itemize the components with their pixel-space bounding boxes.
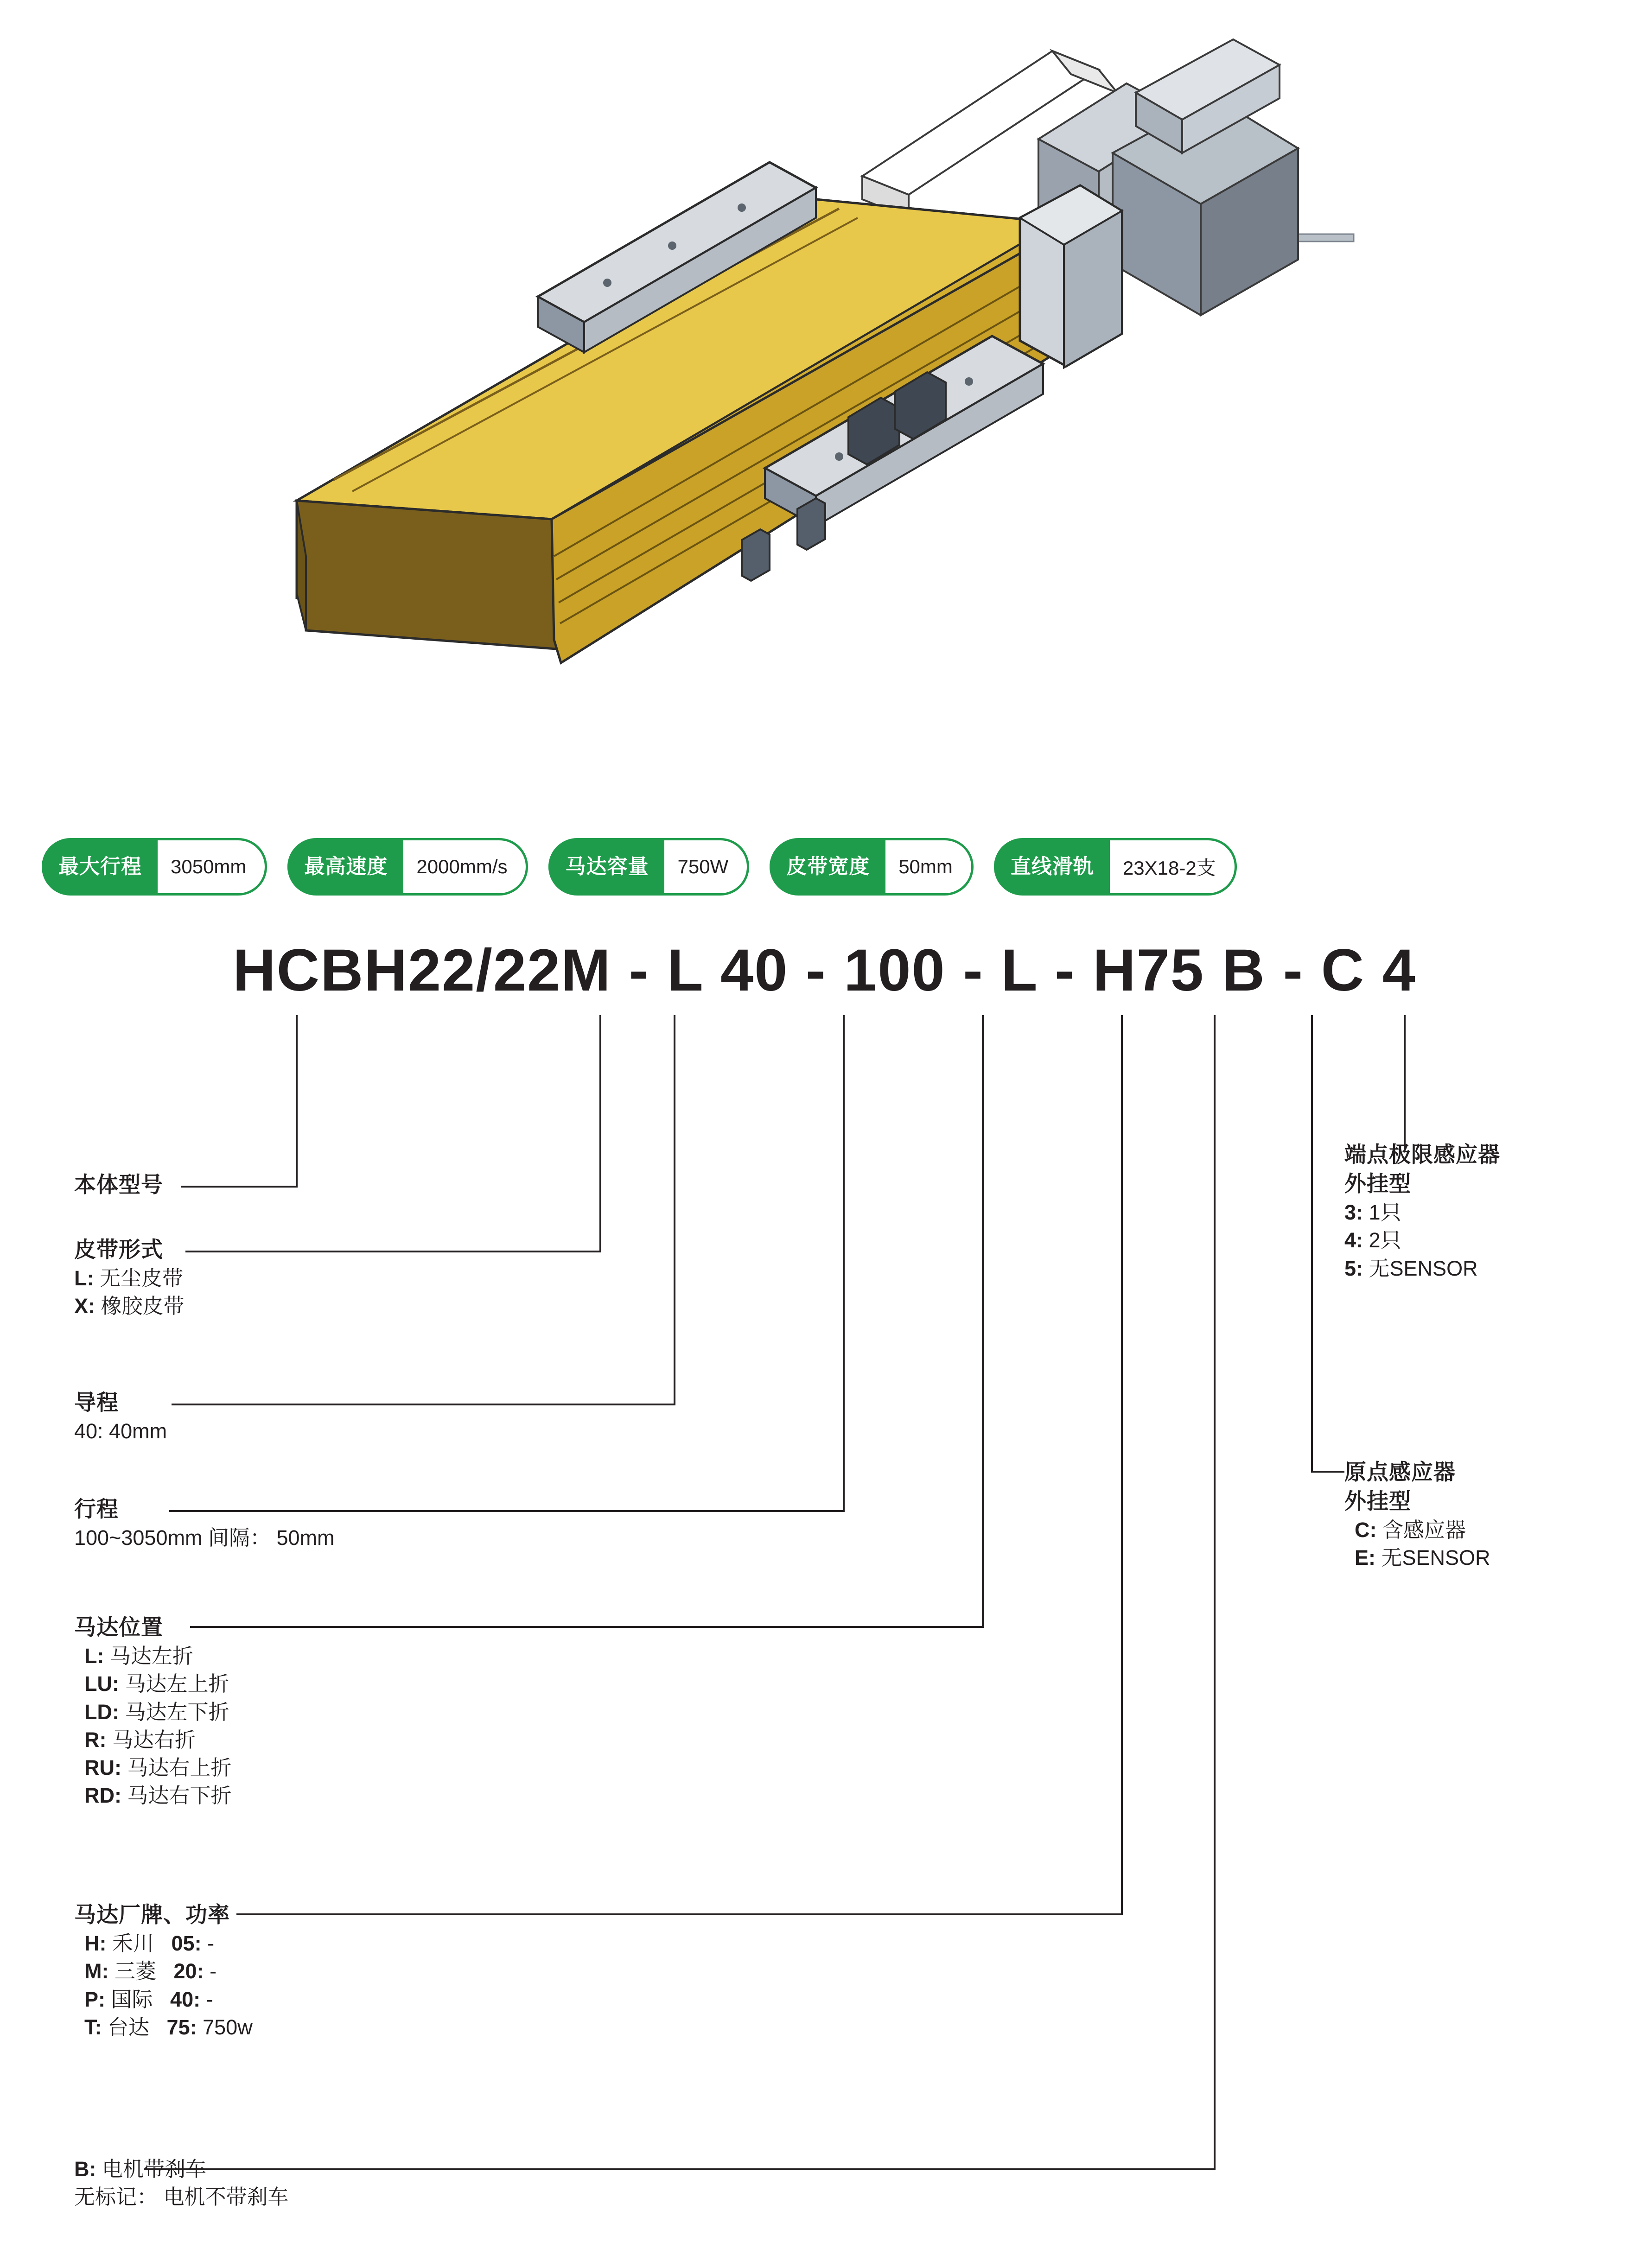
desc-line <box>74 1264 185 1292</box>
right-end-block <box>1020 185 1122 368</box>
desc-line <box>74 1292 185 1320</box>
desc-text: 橡胶皮带 <box>101 1294 185 1318</box>
desc-code: P: <box>84 1987 105 2011</box>
desc-title: 原点感应器 <box>1344 1460 1456 1484</box>
spec-pill-belt-width <box>770 838 974 896</box>
model-code <box>0 936 1649 1004</box>
desc-title: 端点极限感应器 <box>1344 1142 1500 1167</box>
spec-label: 马达容量 <box>548 840 664 893</box>
desc-code: RD: <box>84 1784 121 1808</box>
product-illustration <box>0 0 1649 788</box>
servo-motor <box>1113 39 1298 315</box>
desc-text: 100~3050mm 间隔： 50mm <box>74 1525 335 1550</box>
desc-text: 台达 <box>108 2015 150 2039</box>
desc-text: 马达右上折 <box>127 1756 232 1780</box>
desc-line <box>74 2183 289 2211</box>
desc-code: C: <box>1355 1518 1377 1542</box>
desc-line <box>74 1524 334 1552</box>
desc-line <box>1344 1226 1500 1254</box>
desc-code: E: <box>1355 1546 1375 1570</box>
desc-code: 3: <box>1344 1200 1363 1224</box>
desc-text: 禾川 <box>112 1931 154 1955</box>
desc-line <box>74 1957 253 1985</box>
desc-text2: 750w <box>203 2015 253 2039</box>
spec-row <box>42 832 1618 902</box>
desc-code2: 20: <box>173 1959 204 1983</box>
desc-motor-position <box>74 1613 232 1810</box>
desc-code2: 75: <box>166 2015 197 2039</box>
desc-line <box>74 1670 232 1698</box>
desc-code: B: <box>74 2157 96 2181</box>
desc-subtitle: 外挂型 <box>1344 1488 1411 1513</box>
desc-code: 5: <box>1344 1256 1363 1280</box>
desc-line <box>74 1642 232 1670</box>
desc-title: 马达厂牌、功率 <box>74 1902 230 1927</box>
desc-code: X: <box>74 1294 95 1318</box>
desc-line <box>74 1986 253 2014</box>
spec-value: 3050mm <box>171 856 247 877</box>
sensor-dog-1 <box>742 529 770 581</box>
desc-code: LU: <box>84 1672 119 1696</box>
spec-label: 皮带宽度 <box>770 840 885 893</box>
spec-value: 750W <box>677 856 729 877</box>
desc-line <box>1344 1544 1490 1572</box>
spec-value: 50mm <box>898 856 953 877</box>
sensor-dog-2 <box>797 498 825 550</box>
desc-code: LD: <box>84 1700 119 1724</box>
desc-belt-type <box>74 1235 185 1321</box>
desc-title: 行程 <box>74 1497 119 1521</box>
desc-text: 1只 <box>1369 1200 1401 1224</box>
desc-lead <box>74 1388 167 1445</box>
desc-code2: 40: <box>170 1987 201 2011</box>
desc-text: 无标记： 电机不带刹车 <box>74 2185 289 2209</box>
spec-pill-motor-capacity <box>548 838 749 896</box>
desc-line <box>74 1698 232 1726</box>
desc-text: 无SENSOR <box>1381 1546 1490 1570</box>
spec-pill-linear-guide <box>994 838 1237 896</box>
spec-value: 2000mm/s <box>416 856 508 877</box>
desc-code: R: <box>84 1728 107 1752</box>
desc-line <box>74 2014 253 2041</box>
desc-text: 三菱 <box>115 1959 157 1983</box>
desc-code: 40: <box>74 1419 103 1443</box>
desc-text: 无尘皮带 <box>100 1266 184 1290</box>
desc-body-model <box>74 1170 163 1200</box>
desc-text: 马达左折 <box>110 1644 194 1668</box>
desc-title: 皮带形式 <box>74 1237 163 1262</box>
desc-text: 马达左上折 <box>125 1672 229 1696</box>
desc-line <box>1344 1199 1500 1226</box>
spec-label: 最大行程 <box>42 840 158 893</box>
desc-end-limit-sensor <box>1344 1140 1500 1283</box>
desc-motor-brand-power <box>74 1900 253 2041</box>
desc-text: 含感应器 <box>1382 1518 1466 1542</box>
desc-code: M: <box>84 1959 109 1983</box>
desc-code: H: <box>84 1931 107 1955</box>
desc-brake <box>74 2155 289 2211</box>
model-code-text: HCBH22/22M - L 40 - 100 - L - H75 B - C 4 <box>233 937 1416 1004</box>
desc-stroke <box>74 1495 334 1552</box>
desc-title: 导程 <box>74 1390 119 1415</box>
desc-code: T: <box>84 2015 102 2039</box>
spec-pill-speed <box>287 838 528 896</box>
desc-line <box>74 2155 289 2183</box>
desc-code: L: <box>84 1644 104 1668</box>
desc-line <box>74 1754 232 1782</box>
desc-line <box>74 1417 167 1445</box>
desc-text2: - <box>210 1959 217 1983</box>
desc-line <box>1344 1255 1500 1283</box>
desc-text: 国际 <box>111 1987 153 2011</box>
desc-subtitle: 外挂型 <box>1344 1171 1411 1196</box>
desc-line <box>74 1782 232 1810</box>
desc-text: 马达右下折 <box>127 1784 232 1808</box>
desc-text: 2只 <box>1369 1228 1401 1252</box>
desc-origin-sensor <box>1344 1458 1490 1572</box>
spec-label: 最高速度 <box>287 840 403 893</box>
desc-text: 马达右折 <box>112 1728 196 1752</box>
desc-code: RU: <box>84 1756 121 1780</box>
desc-title: 本体型号 <box>74 1172 163 1197</box>
spec-label: 直线滑轨 <box>994 840 1110 893</box>
desc-line <box>1344 1516 1490 1544</box>
spec-value: 23X18-2支 <box>1122 857 1216 879</box>
desc-text2: - <box>207 1931 215 1955</box>
desc-title: 马达位置 <box>74 1615 163 1639</box>
desc-line <box>74 1726 232 1754</box>
spec-pill-stroke <box>42 838 267 896</box>
desc-text: 电机带刹车 <box>102 2157 207 2181</box>
desc-text: 40mm <box>109 1419 167 1443</box>
desc-code: L: <box>74 1266 94 1290</box>
desc-line <box>74 1930 253 1957</box>
desc-code: 4: <box>1344 1228 1363 1252</box>
desc-text: 马达左下折 <box>125 1700 229 1724</box>
desc-code2: 05: <box>171 1931 202 1955</box>
desc-text2: - <box>206 1987 213 2011</box>
desc-text: 无SENSOR <box>1369 1256 1478 1280</box>
